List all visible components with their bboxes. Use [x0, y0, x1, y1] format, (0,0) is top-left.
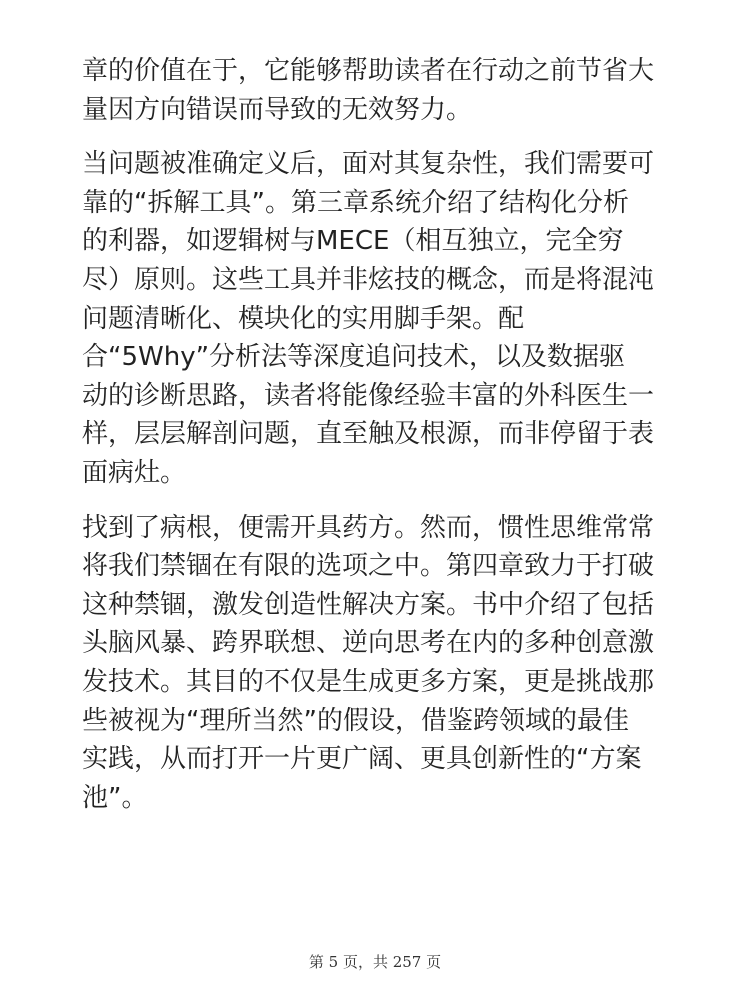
text-line: 章的价值在于，它能够帮助读者在行动之前节省大 — [82, 56, 655, 86]
text-line: 池”。 — [82, 782, 148, 813]
text-line: 靠的“拆解工具”。第三章系统介绍了结构化分析 — [82, 187, 629, 218]
text-line: 将我们禁锢在有限的选项之中。第四章致力于打破 — [82, 551, 655, 582]
text-line: 面病灶。 — [82, 457, 187, 488]
text-line: 合“5Why”分析法等深度追问技术，以及数据驱 — [82, 342, 626, 373]
text-line: 些被视为“理所当然”的假设，借鉴跨领域的最佳 — [82, 705, 629, 736]
paragraph-2 — [82, 145, 672, 492]
text-line: 尽）原则。这些工具并非炫技的概念，而是将混沌 — [82, 264, 655, 295]
text-line: 发技术。其目的不仅是生成更多方案，更是挑战那 — [82, 666, 655, 697]
text-line: 的利器，如逻辑树与MECE（相互独立，完全穷 — [82, 226, 624, 257]
page-number: 第 5 页，共 257 页 — [308, 953, 442, 971]
text-line: 问题清晰化、模块化的实用脚手架。配 — [82, 303, 525, 334]
text-line: 找到了病根，便需开具药方。然而，惯性思维常常 — [82, 512, 655, 543]
paragraph-3 — [82, 509, 672, 818]
text-line: 量因方向错误而导致的无效努力。 — [82, 94, 473, 125]
text-line: 当问题被准确定义后，面对其复杂性，我们需要可 — [82, 149, 655, 180]
text-line: 实践，从而打开一片更广阔、更具创新性的“方案 — [82, 744, 642, 775]
text-line: 样，层层解剖问题，直至触及根源，而非停留于表 — [82, 419, 655, 450]
paragraph-1 — [82, 52, 672, 129]
text-line: 这种禁锢，激发创造性解决方案。书中介绍了包括 — [82, 589, 655, 620]
document-body — [82, 52, 672, 833]
text-line: 头脑风暴、跨界联想、逆向思考在内的多种创意激 — [82, 628, 655, 659]
text-line: 动的诊断思路，读者将能像经验丰富的外科医生一 — [82, 380, 655, 411]
